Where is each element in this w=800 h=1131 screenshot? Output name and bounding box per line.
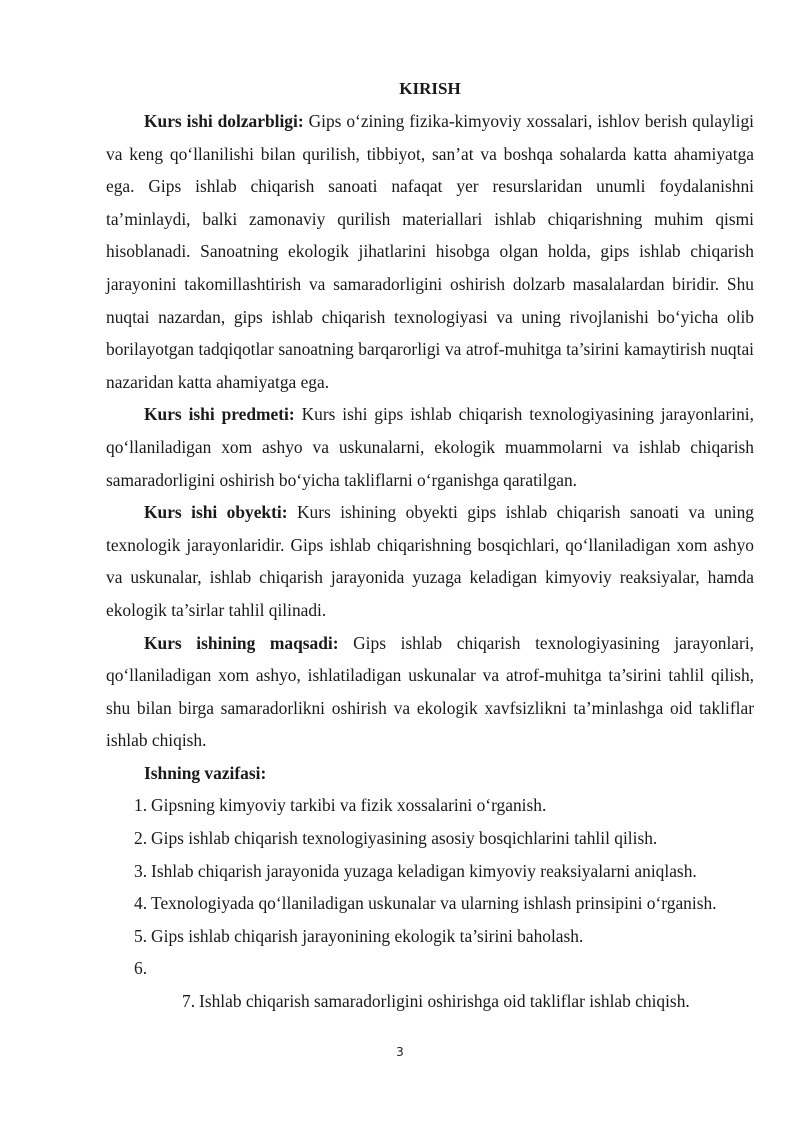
task-item	[106, 985, 754, 1018]
paragraph-object	[106, 496, 754, 626]
task-text: Gips ishlab chiqarish jarayonining ekologik ta’sirini baholash.	[151, 925, 584, 946]
page-number: 3	[396, 1045, 404, 1059]
task-number: 3.	[134, 860, 148, 881]
task-item	[106, 920, 754, 953]
task-number: 2.	[134, 828, 148, 849]
task-item	[106, 789, 754, 822]
paragraph-label: Kurs ishining maqsadi:	[144, 632, 339, 653]
paragraph-text: Gips ishlab chiqarish texnologiyasining jarayonlari, qo‘llaniladigan xom ashyo, ishlatiladigan uskunalar va atrof-muhitga ta’sirini tahlil qilish, shu bilan birga samaradorlikni oshirish va ekologik xavfsizlikni ta’minlashga oid takliflar ishlab chiqish.	[106, 632, 754, 751]
paragraph-subject	[106, 398, 754, 496]
task-text: Gips ishlab chiqarish texnologiyasining asosiy bosqichlarini tahlil qilish.	[151, 828, 658, 849]
task-number: 5.	[134, 925, 148, 946]
task-number: 6.	[134, 958, 148, 979]
document-page	[106, 72, 754, 1018]
paragraph-text: Kurs ishining obyekti gips ishlab chiqarish sanoati va uning texnologik jarayonlaridir. Gips ishlab chiqarishning bosqichlari, qo‘llaniladigan xom ashyo va uskunalar, ishlab chiqarish jarayonida yuzaga keladigan kimyoviy reaksiyalar, hamda ekologik ta’sirlar tahlil qilinadi.	[106, 502, 754, 620]
task-text: Texnologiyada qo‘llaniladigan uskunalar va ularning ishlash prinsipini o‘rganish.	[151, 893, 717, 914]
task-item	[106, 887, 754, 920]
task-item	[106, 855, 754, 888]
task-number: 4.	[134, 893, 148, 914]
task-number: 1.	[134, 795, 148, 816]
task-item	[106, 952, 754, 985]
paragraph-text: Kurs ishi gips ishlab chiqarish texnologiyasining jarayonlarini, qo‘llaniladigan xom ashyo va uskunalarni, ekologik muammolarni va ishlab chiqarish samaradorligini oshirish bo‘yicha takliflarni o‘rganishga qaratilgan.	[106, 404, 754, 490]
page-title: KIRISH	[399, 79, 461, 98]
paragraph-goal	[106, 627, 754, 757]
paragraph-text: Gips o‘zining fizika-kimyoviy xossalari, ishlov berish qulayligi va keng qo‘llanilishi bilan qurilish, tibbiyot, san’at va boshqa sohalarda katta ahamiyatga ega. Gips ishlab chiqarish sanoati nafaqat yer resurslaridan unumli foydalanishni ta’minlaydi, balki zamonaviy qurilish materiallari ishlab chiqarishning muhim qismi hisoblanadi. Sanoatning ekologik jihatlarini hisobga olgan holda, gips ishlab chiqarish jarayonini takomillashtirish va samaradorligini oshirish dolzarb masalalardan biridir. Shu nuqtai nazardan, gips ishlab chiqarish texnologiyasi va uning rivojlanishi bo‘yicha olib borilayotgan tadqiqotlar sanoatning barqarorligi va atrof-muhitga ta’sirini kamaytirish nuqtai nazaridan katta ahamiyatga ega.	[106, 111, 754, 392]
paragraph-label: Kurs ishi obyekti:	[144, 502, 288, 523]
tasks-heading: Ishning vazifasi:	[144, 762, 267, 783]
task-text: Ishlab chiqarish jarayonida yuzaga keladigan kimyoviy reaksiyalarni aniqlash.	[151, 860, 697, 881]
paragraph-relevance	[106, 105, 754, 398]
task-item	[106, 822, 754, 855]
task-text: Ishlab chiqarish samaradorligini oshirishga oid takliflar ishlab chiqish.	[199, 991, 690, 1012]
task-text: Gipsning kimyoviy tarkibi va fizik xossalarini o‘rganish.	[151, 795, 547, 816]
task-number: 7.	[182, 991, 196, 1012]
paragraph-label: Kurs ishi dolzarbligi:	[144, 111, 304, 131]
paragraph-label: Kurs ishi predmeti:	[144, 404, 295, 425]
